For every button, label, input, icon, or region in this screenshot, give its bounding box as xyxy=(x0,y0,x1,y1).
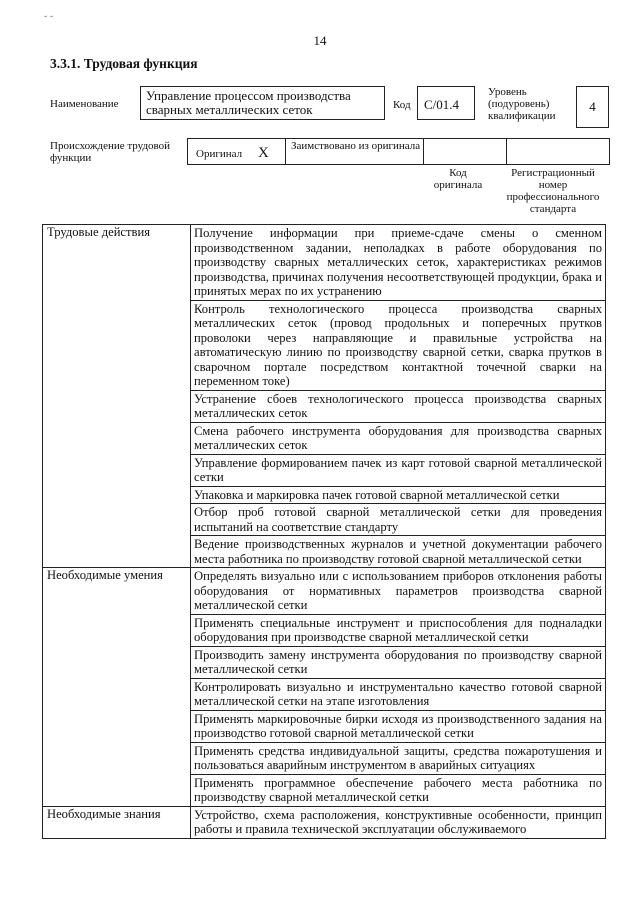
item-cell: Контроль технологического процесса производства сварных металлических сеток (провод продольных и поперечных прутков проволоки через направляющие и правильные устройства на автоматическую линию по производству сварной сетки, сварка прутков в сварочном портале посредством контактной точечной сварки на переменном токе) xyxy=(191,300,606,390)
function-name-box xyxy=(140,86,385,120)
item-cell: Упаковка и маркировка пачек готовой сварной металлической сетки xyxy=(191,486,606,504)
scan-marks: ˘ ˘ xyxy=(44,15,54,26)
table-row xyxy=(43,568,606,615)
borrowed-label: Заимствовано из оригинала xyxy=(291,140,421,152)
item-cell: Устранение сбоев технологического процесса производства сварных металлических сеток xyxy=(191,390,606,422)
item-cell: Отбор проб готовой сварной металлической сетки для проведения испытаний на соответствие стандарту xyxy=(191,504,606,536)
code-value: С/01.4 xyxy=(424,97,460,112)
item-cell: Ведение производственных журналов и учетной документации рабочего места работника по производству готовой сварной металлической сетки xyxy=(191,536,606,568)
level-value: 4 xyxy=(589,99,596,114)
category-cell: Необходимые умения xyxy=(43,568,191,807)
section-title: 3.3.1. Трудовая функция xyxy=(50,56,198,71)
divider xyxy=(506,138,507,165)
code-original-caption: Код оригинала xyxy=(433,167,483,191)
item-cell: Определять визуально или с использованием приборов отклонения работы оборудования от нормативных параметров производства сварной металлической сетки xyxy=(191,568,606,615)
divider xyxy=(423,138,424,165)
item-cell: Смена рабочего инструмента оборудования для производства сварных металлических сеток xyxy=(191,422,606,454)
item-cell: Устройство, схема расположения, конструктивные особенности, принцип работы и правила технической эксплуатации обслуживаемого xyxy=(191,806,606,838)
level-box xyxy=(576,86,609,128)
name-label: Наименование xyxy=(50,98,119,110)
category-cell: Трудовые действия xyxy=(43,225,191,568)
code-label: Код xyxy=(393,99,411,111)
origin-label: Происхождение трудовой функции xyxy=(50,140,171,164)
level-label: Уровень (подуровень) квалификации xyxy=(488,86,556,122)
code-box xyxy=(417,86,475,120)
item-cell: Производить замену инструмента оборудования по производству сварной металлической сетки xyxy=(191,646,606,678)
function-name-value: Управление процессом производства сварных металлических сеток xyxy=(146,88,351,117)
table-row xyxy=(43,806,606,838)
item-cell: Управление формированием пачек из карт готовой сварной металлической сетки xyxy=(191,454,606,486)
item-cell: Применять программное обеспечение рабочего места работника по производству сварной металлической сетки xyxy=(191,774,606,806)
category-cell: Необходимые знания xyxy=(43,806,191,838)
item-cell: Применять средства индивидуальной защиты, средства пожаротушения и пользоваться аварийным инструментом в аварийных ситуациях xyxy=(191,742,606,774)
table-row xyxy=(43,225,606,301)
original-label: Оригинал xyxy=(196,148,243,160)
reg-number-caption: Регистрационный номер профессионального стандарта xyxy=(506,167,600,215)
page-number: 14 xyxy=(313,33,327,48)
labor-function-table xyxy=(42,224,606,839)
item-cell: Контролировать визуально и инструментально качество готовой сварной металлической сетки на этапе изготовления xyxy=(191,678,606,710)
item-cell: Получение информации при приеме-сдаче смены о сменном производственном задании, неполадках в работе оборудования по производству сварных металлических сеток, характеристиках режимов производства, причинах получения несоответствующей продукции, брака и принятых мерах по их устранению xyxy=(191,225,606,301)
item-cell: Применять маркировочные бирки исходя из производственного задания на производство готовой сварной металлической сетки xyxy=(191,710,606,742)
divider xyxy=(285,138,286,165)
original-mark: X xyxy=(258,145,269,161)
origin-grid xyxy=(187,138,610,165)
item-cell: Применять специальные инструмент и приспособления для подналадки оборудования при производстве сварной металлической сетки xyxy=(191,614,606,646)
